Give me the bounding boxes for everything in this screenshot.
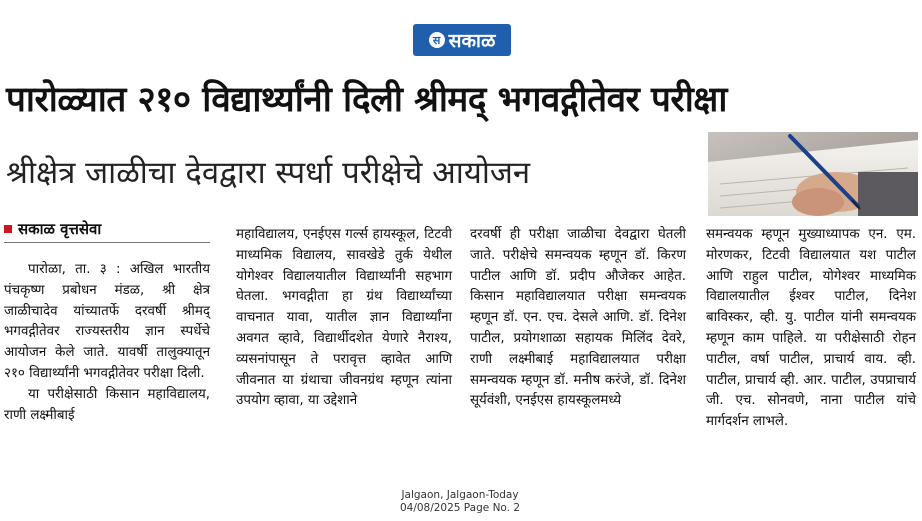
byline: [4, 216, 210, 243]
date-page-label: 04/08/2025 Page No. 2: [399, 502, 521, 514]
byline-text: सकाळ वृत्तसेवा: [18, 220, 102, 238]
subheadline: श्रीक्षेत्र जाळीचा देवद्वारा स्पर्धा परीक्षेचे आयोजन: [6, 155, 531, 191]
exam-writing-photo: [708, 132, 918, 216]
article-column-2: [236, 225, 452, 412]
paragraph: या परीक्षेसाठी किसान महाविद्यालय, राणी लक्ष्मीबाई: [4, 386, 210, 423]
article-column-4: [706, 225, 916, 433]
red-square-icon: [4, 225, 12, 233]
hand-writing-image: [708, 132, 918, 216]
masthead-logo: [413, 24, 511, 56]
sakal-logo-icon: स: [429, 32, 445, 48]
edition-label: Jalgaon, Jalgaon-Today: [401, 489, 519, 501]
paragraph: दरवर्षी ही परीक्षा जाळीचा देवद्वारा घेतली जाते. परीक्षेचे समन्वयक म्हणून डॉ. किरण पाटील आणि डॉ. प्रदीप औजेकर आहेत. किसान महाविद्यालयात परीक्षा समन्वयक म्हणून डॉ. एन. एच. देसले आणि. डॉ. दिनेश पाटील, प्रयोगशाळा सहायक मिलिंद देवरे, राणी लक्ष्मीबाई महाविद्यालयात परीक्षा समन्वयक म्हणून डॉ. मनीष करंजे, डॉ. दिनेश सूर्यवंशी, एनईएस हायस्कूलमध्ये: [470, 227, 686, 409]
article-column-3: [470, 225, 686, 412]
masthead-name: सकाळ: [448, 30, 496, 52]
paragraph: पारोळा, ता. ३ : अखिल भारतीय पंचकृष्ण प्रबोधन मंडळ, श्री क्षेत्र जाळीचादेव यांच्यातर्फे दरवर्षी श्रीमद् भगवद्गीतेवर राज्यस्तरीय ज्ञान स्पर्धेचे आयोजन केले जाते. यावर्षी तालुक्यातून २१० विद्यार्थ्यांनी भगवद्गीतेवर परीक्षा दिली.: [4, 262, 210, 381]
paragraph: महाविद्यालय, एनईएस गर्ल्स हायस्कूल, टिटवी माध्यमिक विद्यालय, सावखेडे तुर्क येथील योगेश्वर विद्यालयातील विद्यार्थ्यांनी सहभाग घेतला. भगवद्गीता हा ग्रंथ विद्यार्थ्यांच्या वाचनात यावा, यातील ज्ञान विद्यार्थ्यांना अवगत व्हावे, विद्यार्थीदशेत येणारे नैराश्य, व्यसनांपासून ते परावृत्त व्हावेत आणि जीवनात या ग्रंथाचा जीवनग्रंथ म्हणून त्यांना उपयोग व्हावा, या उद्देशाने: [236, 227, 452, 409]
article-column-1: [4, 260, 210, 426]
headline: पारोळ्यात २१० विद्यार्थ्यांनी दिली श्रीमद् भगवद्गीतेवर परीक्षा: [6, 80, 727, 120]
page-footer: [370, 489, 550, 515]
paragraph: समन्वयक म्हणून मुख्याध्यापक एन. एम. मोरणकर, टिटवी विद्यालयात यश पाटील आणि राहुल पाटील, योगेश्वर माध्यमिक विद्यालयातील ईश्वर पाटील, दिनेश बाविस्कर, व्ही. यु. पाटील यांनी समन्वयक म्हणून काम पाहिले. या परीक्षेसाठी रोहन पाटील, वर्षा पाटील, प्राचार्य वाय. व्ही. पाटील, प्राचार्य व्ही. आर. पाटील, उपप्राचार्य जी. एच. सोनवणे, नाना पाटील यांचे मार्गदर्शन लाभले.: [706, 227, 916, 430]
